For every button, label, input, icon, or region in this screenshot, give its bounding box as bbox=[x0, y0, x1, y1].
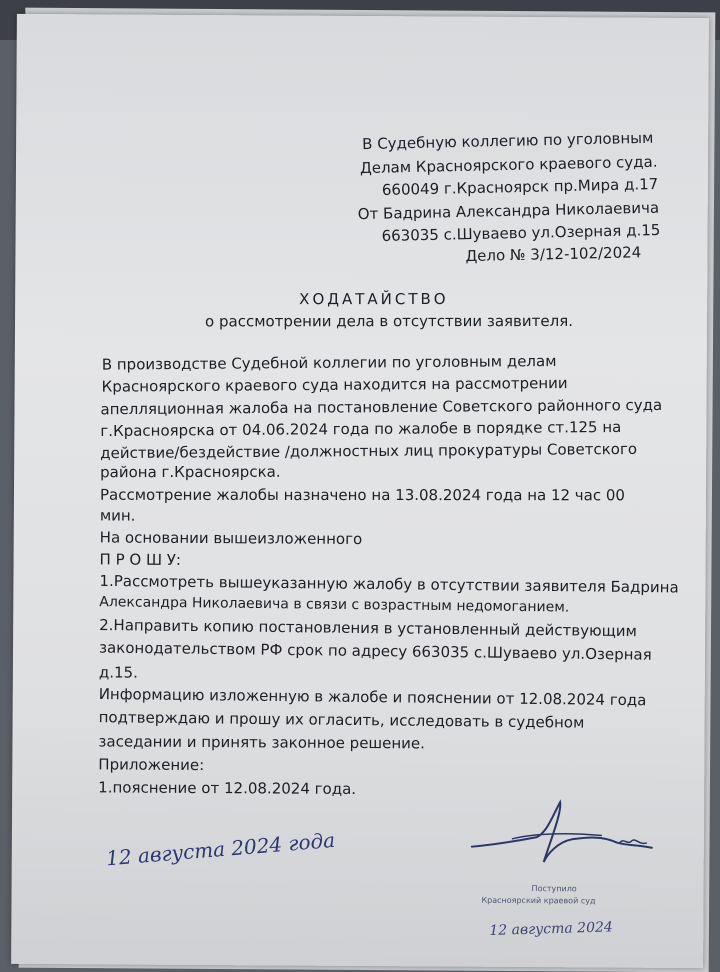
document-page bbox=[11, 14, 709, 968]
item-2-line-2: законодательством РФ срок по адресу 663035 с.Шуваево ул.Озерная bbox=[98, 638, 652, 664]
header-line-3: 660049 г.Красноярск пр.Мира д.17 bbox=[381, 174, 659, 199]
stamp-date: 12 августа 2024 bbox=[489, 919, 614, 939]
document-subtitle: о рассмотрении дела в отсутствии заявителя. bbox=[205, 312, 574, 331]
header-line-2: Делам Красноярского краевого суда. bbox=[359, 152, 658, 178]
document-title: ХОДАТАЙСТВО bbox=[299, 290, 449, 309]
signature-icon bbox=[452, 787, 693, 888]
item-1-line-2: Александра Николаевича в связи с возрастным недомоганием. bbox=[99, 594, 570, 616]
stamp-line-2: Красноярский краевой суд bbox=[481, 895, 596, 906]
item-2-line-3: д.15. bbox=[98, 663, 138, 682]
body-p1-line-4: г.Красноярска от 04.06.2024 года по жалобе в порядке ст.125 на bbox=[100, 417, 622, 441]
handwritten-date: 12 августа 2024 года bbox=[105, 827, 336, 871]
header-line-1: В Судебную коллегию по уголовным bbox=[361, 128, 654, 154]
basis-line: На основании вышеизложенного bbox=[99, 528, 363, 549]
request-heading: П Р О Ш У: bbox=[99, 550, 182, 569]
item-1-line-1: 1.Рассмотреть вышеуказанную жалобу в отсутствии заявителя Бадрина bbox=[99, 571, 679, 597]
header-line-5: 663035 с.Шуваево ул.Озерная д.15 bbox=[381, 220, 661, 246]
body-p2-line-1: Рассмотрение жалобы назначено на 13.08.2024 года на 12 час 00 bbox=[99, 485, 625, 505]
attachment-item: 1.пояснение от 12.08.2024 года. bbox=[98, 778, 357, 798]
body-p1-line-6: района г.Красноярска. bbox=[100, 462, 281, 482]
attachment-label: Приложение: bbox=[98, 755, 205, 775]
info-line-3: заседании и принять законное решение. bbox=[98, 732, 426, 753]
case-number: Дело № 3/12-102/2024 bbox=[465, 243, 642, 266]
body-p1-line-2: Красноярского краевого суда находится на рассмотрении bbox=[101, 374, 568, 396]
body-p1-line-5: действие/бездействие /должностных лиц прокуратуры Советского bbox=[100, 439, 638, 463]
body-p1-line-3: апелляционная жалоба на постановление Советского районного суда bbox=[100, 395, 663, 419]
item-2-line-1: 2.Направить копию постановления в установленный действующим bbox=[99, 616, 637, 641]
stamp-line-1: Поступило bbox=[531, 884, 577, 894]
info-line-1: Информацию изложенную в жалобе и пояснении от 12.08.2024 года bbox=[98, 684, 647, 710]
info-line-2: подтверждаю и прошу их огласить, исследовать в судебном bbox=[98, 708, 585, 732]
body-p2-line-2: мин. bbox=[99, 506, 136, 525]
body-p1-line-1: В производстве Судебной коллегии по уголовным делам bbox=[101, 352, 557, 374]
header-line-4: От Бадрина Александра Николаевича bbox=[357, 198, 660, 224]
